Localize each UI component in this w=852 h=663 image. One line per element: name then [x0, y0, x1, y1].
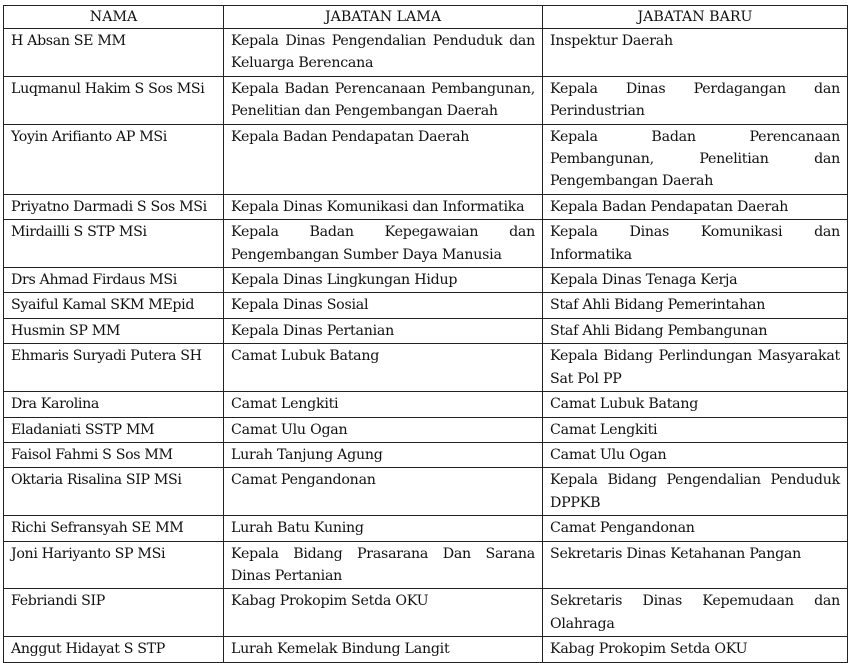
table-row: [4, 417, 848, 442]
document-page: [3, 5, 847, 663]
cell-jabatan-lama: Kepala Dinas Pengendalian Penduduk dan Keluarga Berencana: [224, 29, 543, 77]
cell-nama: Drs Ahmad Firdaus MSi: [4, 268, 224, 293]
cell-jabatan-lama: Kepala Dinas Lingkungan Hidup: [224, 268, 543, 293]
cell-nama: H Absan SE MM: [4, 29, 224, 77]
cell-jabatan-lama: Camat Ulu Ogan: [224, 417, 543, 442]
cell-jabatan-baru: Kepala Dinas Tenaga Kerja: [543, 268, 848, 293]
header-jabatan-lama: JABATAN LAMA: [224, 6, 543, 29]
cell-jabatan-baru: Camat Ulu Ogan: [543, 442, 848, 467]
header-jabatan-baru: JABATAN BARU: [543, 6, 848, 29]
table-row: [4, 344, 848, 392]
cell-nama: Richi Sefransyah SE MM: [4, 516, 224, 541]
table-row: [4, 220, 848, 268]
cell-jabatan-baru: Kepala Badan Perencanaan Pembangunan, Penelitian dan Pengembangan Daerah: [543, 124, 848, 194]
cell-nama: Dra Karolina: [4, 392, 224, 417]
header-nama: NAMA: [4, 6, 224, 29]
cell-jabatan-lama: Camat Lubuk Batang: [224, 344, 543, 392]
cell-jabatan-baru: Kepala Dinas Perdagangan dan Perindustrian: [543, 76, 848, 124]
cell-jabatan-baru: Kepala Bidang Pengendalian Penduduk DPPKB: [543, 468, 848, 516]
cell-jabatan-baru: Staf Ahli Bidang Pembangunan: [543, 318, 848, 343]
table-body: [4, 29, 848, 663]
cell-jabatan-lama: Kepala Dinas Komunikasi dan Informatika: [224, 194, 543, 219]
table-header: [4, 6, 848, 29]
table-row: [4, 194, 848, 219]
cell-jabatan-lama: Lurah Batu Kuning: [224, 516, 543, 541]
header-row: [4, 6, 848, 29]
table-row: [4, 76, 848, 124]
cell-nama: Syaiful Kamal SKM MEpid: [4, 293, 224, 318]
table-row: [4, 541, 848, 589]
cell-jabatan-lama: Kepala Badan Pendapatan Daerah: [224, 124, 543, 194]
cell-jabatan-baru: Kabag Prokopim Setda OKU: [543, 637, 848, 662]
cell-jabatan-baru: Camat Lengkiti: [543, 417, 848, 442]
cell-jabatan-baru: Kepala Dinas Komunikasi dan Informatika: [543, 220, 848, 268]
table-row: [4, 29, 848, 77]
cell-jabatan-baru: Sekretaris Dinas Kepemudaan dan Olahraga: [543, 589, 848, 637]
cell-jabatan-lama: Camat Lengkiti: [224, 392, 543, 417]
cell-jabatan-lama: Lurah Kemelak Bindung Langit: [224, 637, 543, 662]
cell-nama: Husmin SP MM: [4, 318, 224, 343]
cell-nama: Joni Hariyanto SP MSi: [4, 541, 224, 589]
cell-nama: Ehmaris Suryadi Putera SH: [4, 344, 224, 392]
cell-nama: Faisol Fahmi S Sos MM: [4, 442, 224, 467]
mutasi-jabatan-table: [3, 5, 848, 663]
table-row: [4, 442, 848, 467]
cell-nama: Mirdailli S STP MSi: [4, 220, 224, 268]
cell-jabatan-baru: Inspektur Daerah: [543, 29, 848, 77]
cell-jabatan-baru: Staf Ahli Bidang Pemerintahan: [543, 293, 848, 318]
cell-nama: Priyatno Darmadi S Sos MSi: [4, 194, 224, 219]
table-row: [4, 268, 848, 293]
cell-nama: Luqmanul Hakim S Sos MSi: [4, 76, 224, 124]
cell-jabatan-lama: Kepala Dinas Sosial: [224, 293, 543, 318]
cell-nama: Yoyin Arifianto AP MSi: [4, 124, 224, 194]
cell-jabatan-lama: Kepala Dinas Pertanian: [224, 318, 543, 343]
table-row: [4, 293, 848, 318]
cell-jabatan-baru: Kepala Badan Pendapatan Daerah: [543, 194, 848, 219]
table-row: [4, 637, 848, 662]
cell-jabatan-lama: Camat Pengandonan: [224, 468, 543, 516]
cell-jabatan-lama: Kepala Bidang Prasarana Dan Sarana Dinas Pertanian: [224, 541, 543, 589]
table-row: [4, 589, 848, 637]
cell-nama: Oktaria Risalina SIP MSi: [4, 468, 224, 516]
table-row: [4, 516, 848, 541]
table-row: [4, 124, 848, 194]
cell-jabatan-baru: Kepala Bidang Perlindungan Masyarakat Sat Pol PP: [543, 344, 848, 392]
cell-jabatan-lama: Kepala Badan Kepegawaian dan Pengembangan Sumber Daya Manusia: [224, 220, 543, 268]
cell-nama: Anggut Hidayat S STP: [4, 637, 224, 662]
cell-nama: Eladaniati SSTP MM: [4, 417, 224, 442]
cell-nama: Febriandi SIP: [4, 589, 224, 637]
cell-jabatan-lama: Lurah Tanjung Agung: [224, 442, 543, 467]
cell-jabatan-lama: Kabag Prokopim Setda OKU: [224, 589, 543, 637]
cell-jabatan-baru: Sekretaris Dinas Ketahanan Pangan: [543, 541, 848, 589]
cell-jabatan-baru: Camat Lubuk Batang: [543, 392, 848, 417]
table-row: [4, 392, 848, 417]
table-row: [4, 318, 848, 343]
cell-jabatan-lama: Kepala Badan Perencanaan Pembangunan, Penelitian dan Pengembangan Daerah: [224, 76, 543, 124]
table-row: [4, 468, 848, 516]
cell-jabatan-baru: Camat Pengandonan: [543, 516, 848, 541]
